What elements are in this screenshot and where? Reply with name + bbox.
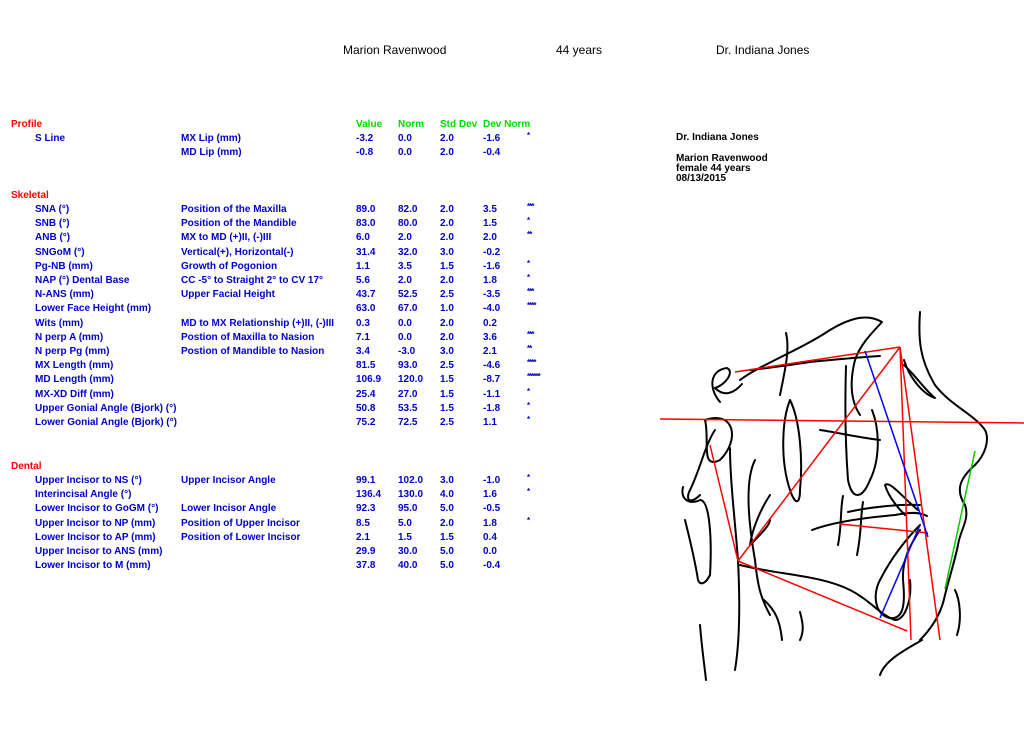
mandibular-plane-line	[738, 561, 907, 631]
cell-dev: -1.6	[483, 260, 501, 272]
cell-label: MX Length (mm)	[35, 360, 114, 372]
cell-label: SNGoM (°)	[35, 246, 85, 258]
header-doctor: Dr. Indiana Jones	[716, 43, 810, 57]
cell-desc: Vertical(+), Horizontal(-)	[181, 246, 294, 258]
cell-value: 99.1	[356, 475, 376, 486]
s-n-line	[735, 347, 900, 372]
cell-sd: 1.5	[440, 260, 454, 272]
cell-label: SNB (°)	[35, 218, 70, 230]
cell-desc: Position of Upper Incisor	[181, 517, 300, 529]
cell-label: Upper Gonial Angle (Bjork) (°)	[35, 402, 177, 414]
cell-stars: *	[527, 131, 530, 140]
cell-norm: 93.0	[398, 360, 418, 372]
cell-sd: 5.0	[440, 546, 454, 557]
cell-sd: 5.0	[440, 503, 454, 515]
cell-dev: -8.7	[483, 374, 501, 386]
cell-norm: 0.0	[398, 317, 412, 329]
cell-value: 92.3	[356, 503, 376, 515]
cell-dev: -0.2	[483, 246, 501, 258]
cell-sd: 3.0	[440, 346, 454, 357]
cell-desc: MD to MX Relationship (+)II, (-)III	[181, 317, 335, 329]
cell-dev: 0.4	[483, 531, 497, 543]
header-age: 44 years	[556, 43, 603, 57]
cell-sd: 1.5	[440, 388, 454, 400]
cell-sd: 2.0	[440, 147, 454, 159]
cell-value: 89.0	[356, 204, 376, 215]
cell-stars: *	[527, 400, 530, 410]
cell-value: 75.2	[356, 417, 376, 428]
cell-norm: 5.0	[398, 517, 412, 529]
cell-sd: 2.5	[440, 289, 454, 301]
column-header-value: Value	[356, 119, 383, 130]
cell-dev: -1.8	[483, 402, 501, 414]
cell-value: 37.8	[356, 560, 376, 572]
cell-dev: -0.4	[483, 560, 501, 572]
cell-norm: 2.0	[398, 232, 412, 244]
cell-stars: *	[527, 386, 530, 396]
cell-sd: 2.5	[440, 360, 454, 372]
cell-label: Lower Incisor to M (mm)	[35, 560, 151, 572]
cell-value: 25.4	[356, 388, 376, 400]
cell-norm: 0.0	[398, 331, 412, 343]
cell-norm: 67.0	[398, 303, 418, 315]
cell-norm: 82.0	[398, 204, 418, 215]
cell-norm: 30.0	[398, 546, 418, 557]
cell-dev: -4.0	[483, 303, 501, 315]
section-title-skeletal: Skeletal	[11, 190, 49, 201]
cell-sd: 2.0	[440, 204, 454, 215]
cell-stars: ***	[527, 202, 534, 211]
cell-desc: Position of Lower Incisor	[181, 531, 301, 543]
cell-stars: **	[527, 344, 532, 353]
cell-norm: 95.0	[398, 503, 418, 515]
section-title-profile: Profile	[11, 119, 43, 130]
cell-value: 6.0	[356, 232, 370, 244]
cell-label: NAP (°) Dental Base	[35, 275, 130, 286]
cell-norm: 120.0	[398, 374, 424, 386]
cell-value: 63.0	[356, 303, 376, 315]
cell-stars: *	[527, 473, 530, 482]
cell-label: Interincisal Angle (°)	[35, 489, 132, 501]
cell-desc: CC -5° to Straight 2° to CV 17°	[181, 275, 324, 286]
cell-dev: -3.5	[483, 289, 501, 301]
cell-stars: *	[527, 487, 530, 497]
cell-dev: -1.6	[483, 133, 501, 144]
cell-stars: ***	[527, 329, 534, 339]
cell-desc: Position of the Mandible	[181, 218, 297, 230]
cell-norm: 0.0	[398, 147, 412, 159]
cell-value: 31.4	[356, 246, 376, 258]
reference-lines	[660, 347, 1024, 640]
cell-stars: *	[527, 515, 530, 525]
anatomical-outline	[682, 312, 987, 680]
cell-value: 7.1	[356, 331, 370, 343]
cell-norm: 0.0	[398, 133, 412, 144]
cell-stars: ***	[527, 287, 534, 297]
cell-value: 3.4	[356, 346, 370, 357]
column-header-dev-norm: Dev Norm	[483, 119, 531, 130]
cell-label: ANB (°)	[35, 232, 71, 244]
cell-desc: MX to MD (+)II, (-)III	[181, 232, 272, 244]
cell-norm: 3.5	[398, 260, 412, 272]
cell-sd: 3.0	[440, 475, 454, 486]
s-line	[945, 451, 975, 589]
cell-sd: 2.0	[440, 275, 454, 286]
cell-stars: *	[527, 273, 530, 282]
cell-norm: 52.5	[398, 289, 418, 301]
cell-dev: -4.6	[483, 360, 501, 372]
cell-dev: 1.5	[483, 218, 497, 230]
cell-desc: Postion of Maxilla to Nasion	[181, 331, 315, 343]
cell-desc: MX Lip (mm)	[181, 133, 241, 144]
cell-label: Lower Gonial Angle (Bjork) (°)	[35, 417, 177, 428]
column-header-std-dev: Std Dev	[440, 119, 478, 130]
cell-stars: *	[527, 415, 530, 424]
cell-norm: -3.0	[398, 346, 416, 357]
cell-label: N perp A (mm)	[35, 331, 104, 343]
cell-value: 136.4	[356, 489, 382, 501]
cell-desc: Growth of Pogonion	[181, 260, 278, 272]
cell-dev: 1.8	[483, 517, 497, 529]
cell-value: 83.0	[356, 218, 376, 230]
cell-stars: ****	[527, 358, 536, 368]
cell-sd: 4.0	[440, 489, 454, 501]
cell-label: Lower Face Height (mm)	[35, 303, 152, 315]
cell-dev: 3.5	[483, 204, 497, 215]
column-header-norm: Norm	[398, 119, 425, 130]
section-title-dental: Dental	[11, 461, 42, 472]
cell-dev: 3.6	[483, 331, 497, 343]
cell-label: Lower Incisor to GoGM (°)	[35, 503, 159, 515]
cell-sd: 2.0	[440, 218, 454, 230]
cell-sd: 2.0	[440, 517, 454, 529]
info-patient-name: Marion Ravenwood	[676, 153, 768, 164]
cell-norm: 130.0	[398, 489, 424, 501]
info-sex-age: female 44 years	[676, 163, 751, 174]
cell-label: SNA (°)	[35, 204, 70, 215]
cell-label: Upper Incisor to NP (mm)	[35, 517, 156, 529]
header-patient-name: Marion Ravenwood	[343, 43, 447, 57]
occlusal-plane-line	[840, 524, 928, 533]
cell-value: 106.9	[356, 374, 382, 386]
cell-norm: 72.5	[398, 417, 418, 428]
cell-norm: 27.0	[398, 388, 418, 400]
cell-sd: 2.0	[440, 133, 454, 144]
cell-stars: *	[527, 258, 530, 268]
cell-label: N perp Pg (mm)	[35, 346, 110, 357]
cell-dev: 0.2	[483, 317, 497, 329]
cell-stars: ****	[527, 301, 536, 311]
cell-norm: 2.0	[398, 275, 412, 286]
cell-value: 50.8	[356, 402, 376, 414]
cell-stars: ******	[527, 372, 540, 382]
cell-desc: Lower Incisor Angle	[181, 503, 277, 515]
cell-sd: 1.5	[440, 374, 454, 386]
cell-dev: -0.4	[483, 147, 501, 159]
cell-value: 43.7	[356, 289, 376, 301]
cell-dev: 1.8	[483, 275, 497, 286]
cell-dev: 1.6	[483, 489, 497, 501]
cell-value: 29.9	[356, 546, 376, 557]
cell-value: 8.5	[356, 517, 370, 529]
cell-value: -3.2	[356, 133, 374, 144]
cell-value: 5.6	[356, 275, 370, 286]
cell-sd: 2.0	[440, 232, 454, 244]
cell-dev: -0.5	[483, 503, 501, 515]
cell-desc: Position of the Maxilla	[181, 204, 287, 215]
cell-label: S Line	[35, 133, 66, 144]
cell-value: -0.8	[356, 147, 374, 159]
cell-desc: MD Lip (mm)	[181, 147, 242, 159]
cell-norm: 53.5	[398, 402, 418, 414]
cell-desc: Postion of Mandible to Nasion	[181, 346, 325, 357]
cell-sd: 5.0	[440, 560, 454, 572]
cell-norm: 32.0	[398, 246, 418, 258]
cell-sd: 2.0	[440, 317, 454, 329]
cell-dev: 0.0	[483, 546, 497, 557]
info-doctor: Dr. Indiana Jones	[676, 132, 759, 143]
cell-value: 81.5	[356, 360, 376, 372]
cell-label: N-ANS (mm)	[35, 289, 94, 301]
cell-sd: 1.5	[440, 402, 454, 414]
info-date: 08/13/2015	[676, 173, 727, 184]
cell-label: MD Length (mm)	[35, 374, 114, 386]
cell-value: 1.1	[356, 260, 370, 272]
cell-stars: *	[527, 216, 530, 226]
cell-value: 2.1	[356, 531, 370, 543]
cell-label: Pg-NB (mm)	[35, 260, 93, 272]
cell-label: Upper Incisor to ANS (mm)	[35, 546, 163, 557]
cell-label: Wits (mm)	[35, 317, 84, 329]
cell-dev: 2.1	[483, 346, 497, 357]
cell-stars: **	[527, 230, 532, 240]
cell-norm: 40.0	[398, 560, 418, 572]
cell-label: Lower Incisor to AP (mm)	[35, 531, 156, 543]
cell-sd: 3.0	[440, 246, 454, 258]
cell-label: MX-XD Diff (mm)	[35, 388, 114, 400]
upper-incisor-axis	[865, 351, 928, 537]
cell-sd: 2.5	[440, 417, 454, 428]
cell-dev: -1.0	[483, 475, 501, 486]
cell-dev: -1.1	[483, 388, 501, 400]
cell-label: Upper Incisor to NS (°)	[35, 475, 142, 486]
cell-sd: 1.0	[440, 303, 454, 315]
cell-dev: 1.1	[483, 417, 497, 428]
cell-norm: 102.0	[398, 475, 424, 486]
cell-norm: 80.0	[398, 218, 418, 230]
gonion-nasion-line	[738, 347, 900, 561]
lower-incisor-axis	[880, 525, 920, 618]
cell-value: 0.3	[356, 317, 370, 329]
cell-dev: 2.0	[483, 232, 497, 244]
cell-sd: 2.0	[440, 331, 454, 343]
cell-norm: 1.5	[398, 531, 412, 543]
cell-desc: Upper Incisor Angle	[181, 475, 276, 486]
cell-desc: Upper Facial Height	[181, 289, 275, 301]
cell-sd: 1.5	[440, 531, 454, 543]
